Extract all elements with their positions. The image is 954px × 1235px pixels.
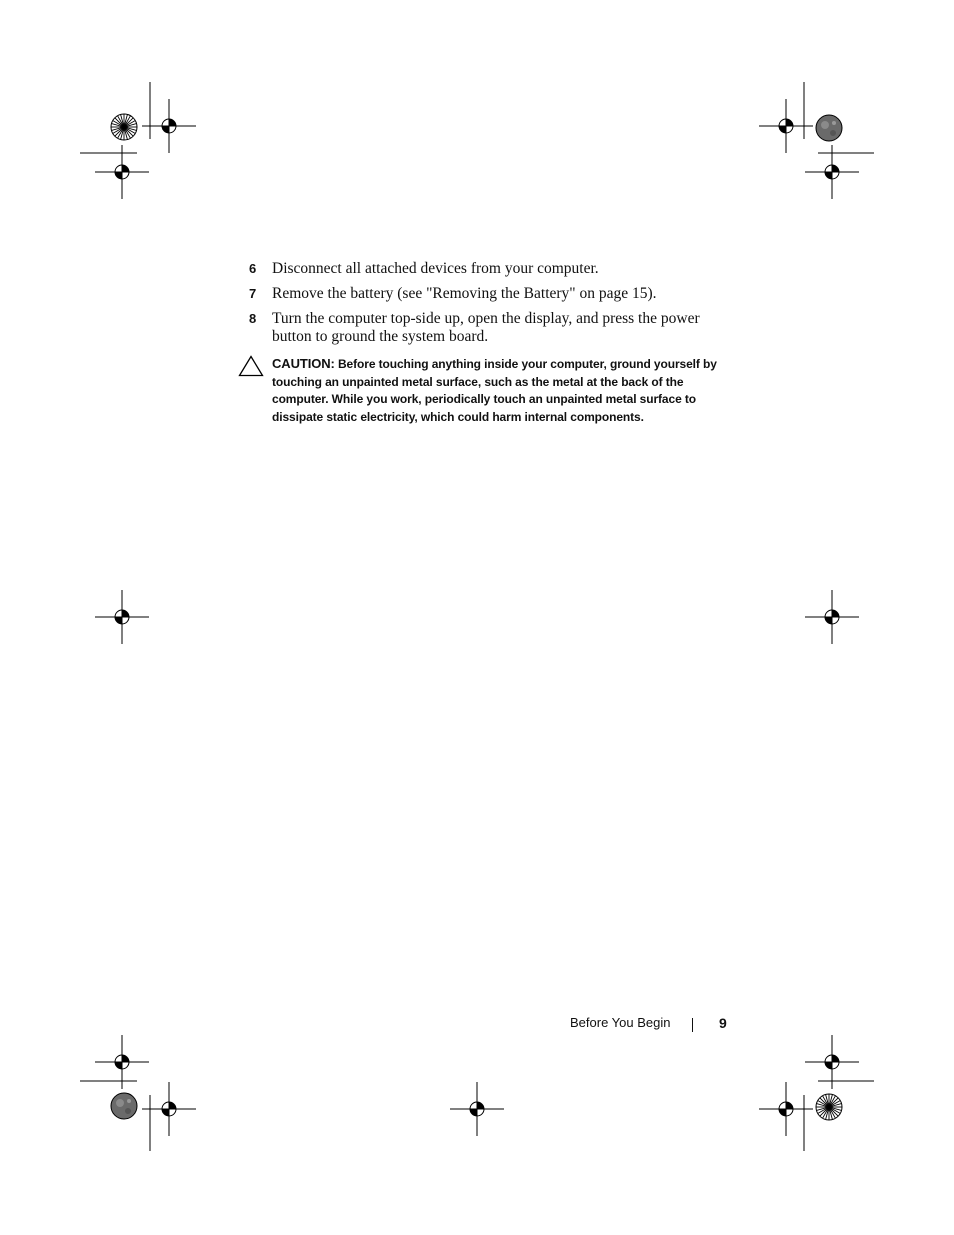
step-text: Disconnect all attached devices from your computer.	[272, 260, 599, 277]
step-number: 7	[249, 286, 257, 301]
registration-crosshair-icon	[95, 590, 149, 644]
color-bar-circle-icon	[816, 115, 842, 141]
registration-crosshair-icon	[759, 1082, 813, 1136]
footer-section-title: Before You Begin	[570, 1015, 671, 1030]
step-8	[249, 310, 719, 346]
page-number: 9	[719, 1015, 727, 1031]
registration-crosshair-icon	[805, 590, 859, 644]
caution-notice	[238, 355, 728, 426]
step-7	[249, 285, 719, 303]
step-6	[249, 260, 719, 278]
footer-divider	[692, 1018, 693, 1032]
step-text: Remove the battery (see "Removing the Battery" on page 15).	[272, 285, 657, 302]
caution-triangle-icon	[238, 355, 264, 377]
caution-label: CAUTION:	[272, 356, 335, 371]
registration-crosshair-icon	[450, 1082, 504, 1136]
color-bar-circle-icon	[816, 1094, 842, 1120]
color-bar-circle-icon	[111, 1093, 137, 1119]
step-text: Turn the computer top-side up, open the display, and press the power button to ground the system board.	[272, 310, 700, 345]
registration-crosshair-icon	[759, 99, 813, 153]
step-number: 6	[249, 261, 257, 276]
caution-text: Before touching anything inside your computer, ground yourself by touching an unpainted metal surface, such as the metal at the back of the computer. While you work, periodically touch an unpainted metal surface to dissipate static electricity, which could harm internal components.	[272, 357, 717, 424]
step-number: 8	[249, 311, 257, 326]
color-bar-circle-icon	[111, 114, 137, 140]
